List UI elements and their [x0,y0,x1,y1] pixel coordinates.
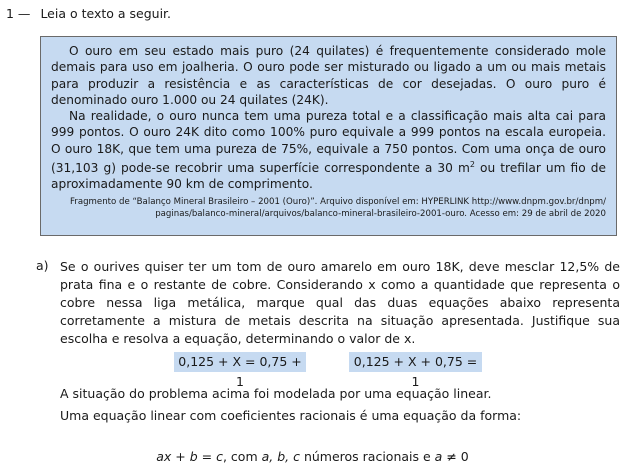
paragraph-2-text: Na realidade, o ouro nunca tem uma pureza total e a classificação mais alta cai para 999 pontos. O ouro 24K dito como 100% puro equivale a 999 pontos na escala europeia. O ouro 18K, que tem uma pureza de 75%, equivale a 750 pontos. Com uma onça de ouro (31,103 g) pode-se recobrir uma superfície correspondente a 30 m [51,109,606,176]
explanation-line-2: Uma equação linear com coeficientes racionais é uma equação da forma: [60,408,522,423]
linear-equation-formula [0,449,625,464]
formula-a: a [434,449,443,464]
item-a [36,258,620,348]
equation-option-2[interactable]: 0,125 + X + 0,75 = 1 [349,352,482,372]
paragraph-2-end: ou trefilar um fio de aproximadamente 90 km de comprimento. [51,161,606,192]
formula-vars: a, b, c [261,449,300,464]
formula-plus: + [171,449,190,464]
superscript-2: 2 [469,160,475,170]
paragraph-1: O ouro em seu estado mais puro (24 quilates) é frequentemente considerado mole demais para uso em joalheria. O ouro pode ser misturado ou ligado a um ou mais metais para produzir a resistência e as características de cor desejadas. O ouro puro é denominado ouro 1.000 ou 24 quilates (24K). [51,44,606,107]
explanation-line-1: A situação do problema acima foi modelada por uma equação linear. [60,386,492,401]
formula-b: b [189,449,198,464]
reading-text [51,43,606,193]
question-instruction: Leia o texto a seguir. [40,6,172,21]
equation-option-1[interactable]: 0,125 + X = 0,75 + 1 [174,352,306,372]
source-line-2: paginas/balanco-mineral/arquivos/balanco-mineral-brasileiro-2001-ouro. Acesso em: 29 de abril de 2020 [155,209,606,220]
question-number: 1 — [6,6,31,21]
question-header [6,6,171,21]
source-line-1: Fragmento de “Balanço Mineral Brasileiro – 2001 (Ouro)”. Arquivo disponível em: HYPERLINK http://www.dnpm.gov.br/dnpm/ [69,196,606,207]
paragraph-2 [51,108,606,193]
reading-text-box [40,36,617,236]
source-citation [51,196,606,221]
formula-neq: ≠ 0 [442,449,469,464]
formula-tail: números racionais e [299,449,435,464]
formula-com: , com [222,449,262,464]
item-a-label: a) [36,258,49,273]
item-a-text: Se o ourives quiser ter um tom de ouro amarelo em ouro 18K, deve mesclar 12,5% de prata fina e o restante de cobre. Considerando x como a quantidade que representa o cobre nessa liga metálica, marque qual das duas equações abaixo representa corretamente a mistura de metais descrita na situação apresentada. Justifique sua escolha e resolva a equação, determinando o valor de x. [60,259,620,346]
formula-c: c [216,449,223,464]
formula-equals: = [197,449,217,464]
formula-ax: ax [156,449,172,464]
